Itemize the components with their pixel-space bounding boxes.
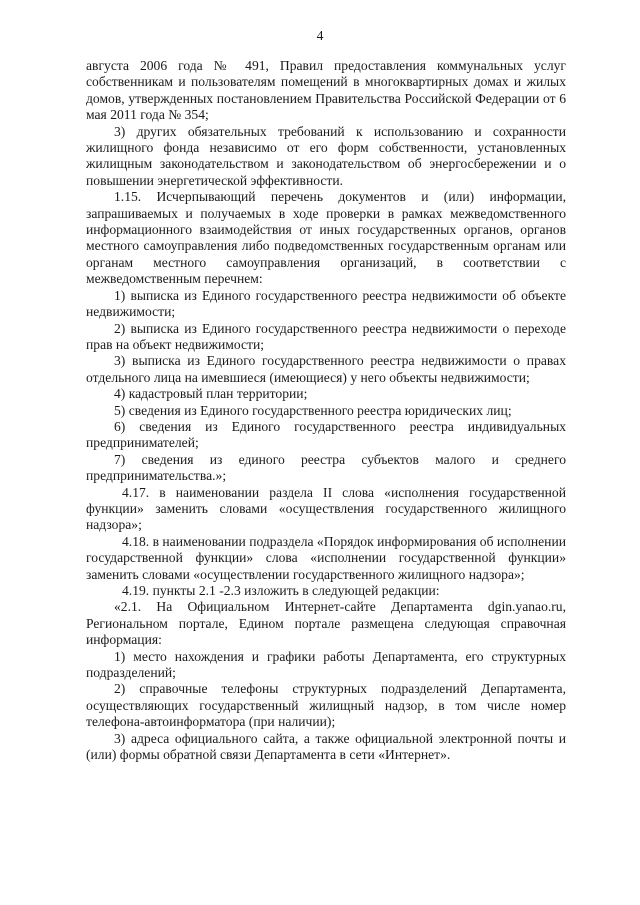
- page-number: 4: [316, 28, 324, 43]
- paragraph: 1.15. Исчерпывающий перечень документов и (или) информации, запрашиваемых и получаемых в ходе проверки в рамках межведомственного информационного взаимодействия от иных государственных органов, органов местного самоуправления либо подведомственных государственным органам или органам местного самоуправления организаций, в соответствии с межведомственным перечнем:: [86, 189, 566, 287]
- paragraph: августа 2006 года № 491, Правил предоставления коммунальных услуг собственникам и пользователям помещений в многоквартирных домах и жилых домов, утвержденных постановлением Правительства Российской Федерации от 6 мая 2011 года № 354;: [86, 58, 566, 123]
- list-item: 6) сведения из Единого государственного реестра индивидуальных предпринимателей;: [86, 418, 566, 451]
- document-body: [86, 58, 566, 763]
- list-item: 1) выписка из Единого государственного реестра недвижимости об объекте недвижимости;: [86, 287, 566, 320]
- list-item: 3) выписка из Единого государственного реестра недвижимости о правах отдельного лица на имевшиеся (имеющиеся) у него объекты недвижимости;: [86, 353, 566, 385]
- paragraph: 3) других обязательных требований к использованию и сохранности жилищного фонда независимо от его форм собственности, установленных жилищным законодательством и законодательством об энергосбережении и о повышении энергетической эффективности.: [86, 123, 566, 188]
- list-item: 2) справочные телефоны структурных подразделений Департамента, осуществляющих государственный жилищный надзор, в том числе номер телефона-автоинформатора (при наличии);: [86, 681, 566, 730]
- list-item: 2) выписка из Единого государственного реестра недвижимости о переходе прав на объект недвижимости;: [86, 320, 566, 352]
- paragraph: 4.19. пункты 2.1 -2.3 изложить в следующей редакции:: [122, 583, 440, 598]
- list-item: 7) сведения из единого реестра субъектов малого и среднего предпринимательства.»;: [86, 451, 566, 484]
- paragraph: «2.1. На Официальном Интернет-сайте Департамента dgin.yanao.ru, Региональном портале, Едином портале размещена следующая справочная информация:: [86, 599, 566, 648]
- list-item: 3) адреса официального сайта, а также официальной электронной почты и (или) формы обратной связи Департамента в сети «Интернет».: [86, 730, 566, 763]
- paragraph: 4.18. в наименовании подраздела «Порядок информирования об исполнении государственной функции» слова «исполнении государственной функции» заменить словами «осуществлении государственного жилищного надзора»;: [86, 533, 566, 582]
- list-item: 4) кадастровый план территории;: [114, 386, 308, 402]
- paragraph: 4.17. в наименовании раздела II слова «исполнения государственной функции» заменить словами «осуществления государственного жилищного надзора»;: [86, 484, 566, 533]
- list-item: 5) сведения из Единого государственного реестра юридических лиц;: [114, 402, 512, 418]
- list-item: 1) место нахождения и графики работы Департамента, его структурных подразделений;: [86, 648, 566, 681]
